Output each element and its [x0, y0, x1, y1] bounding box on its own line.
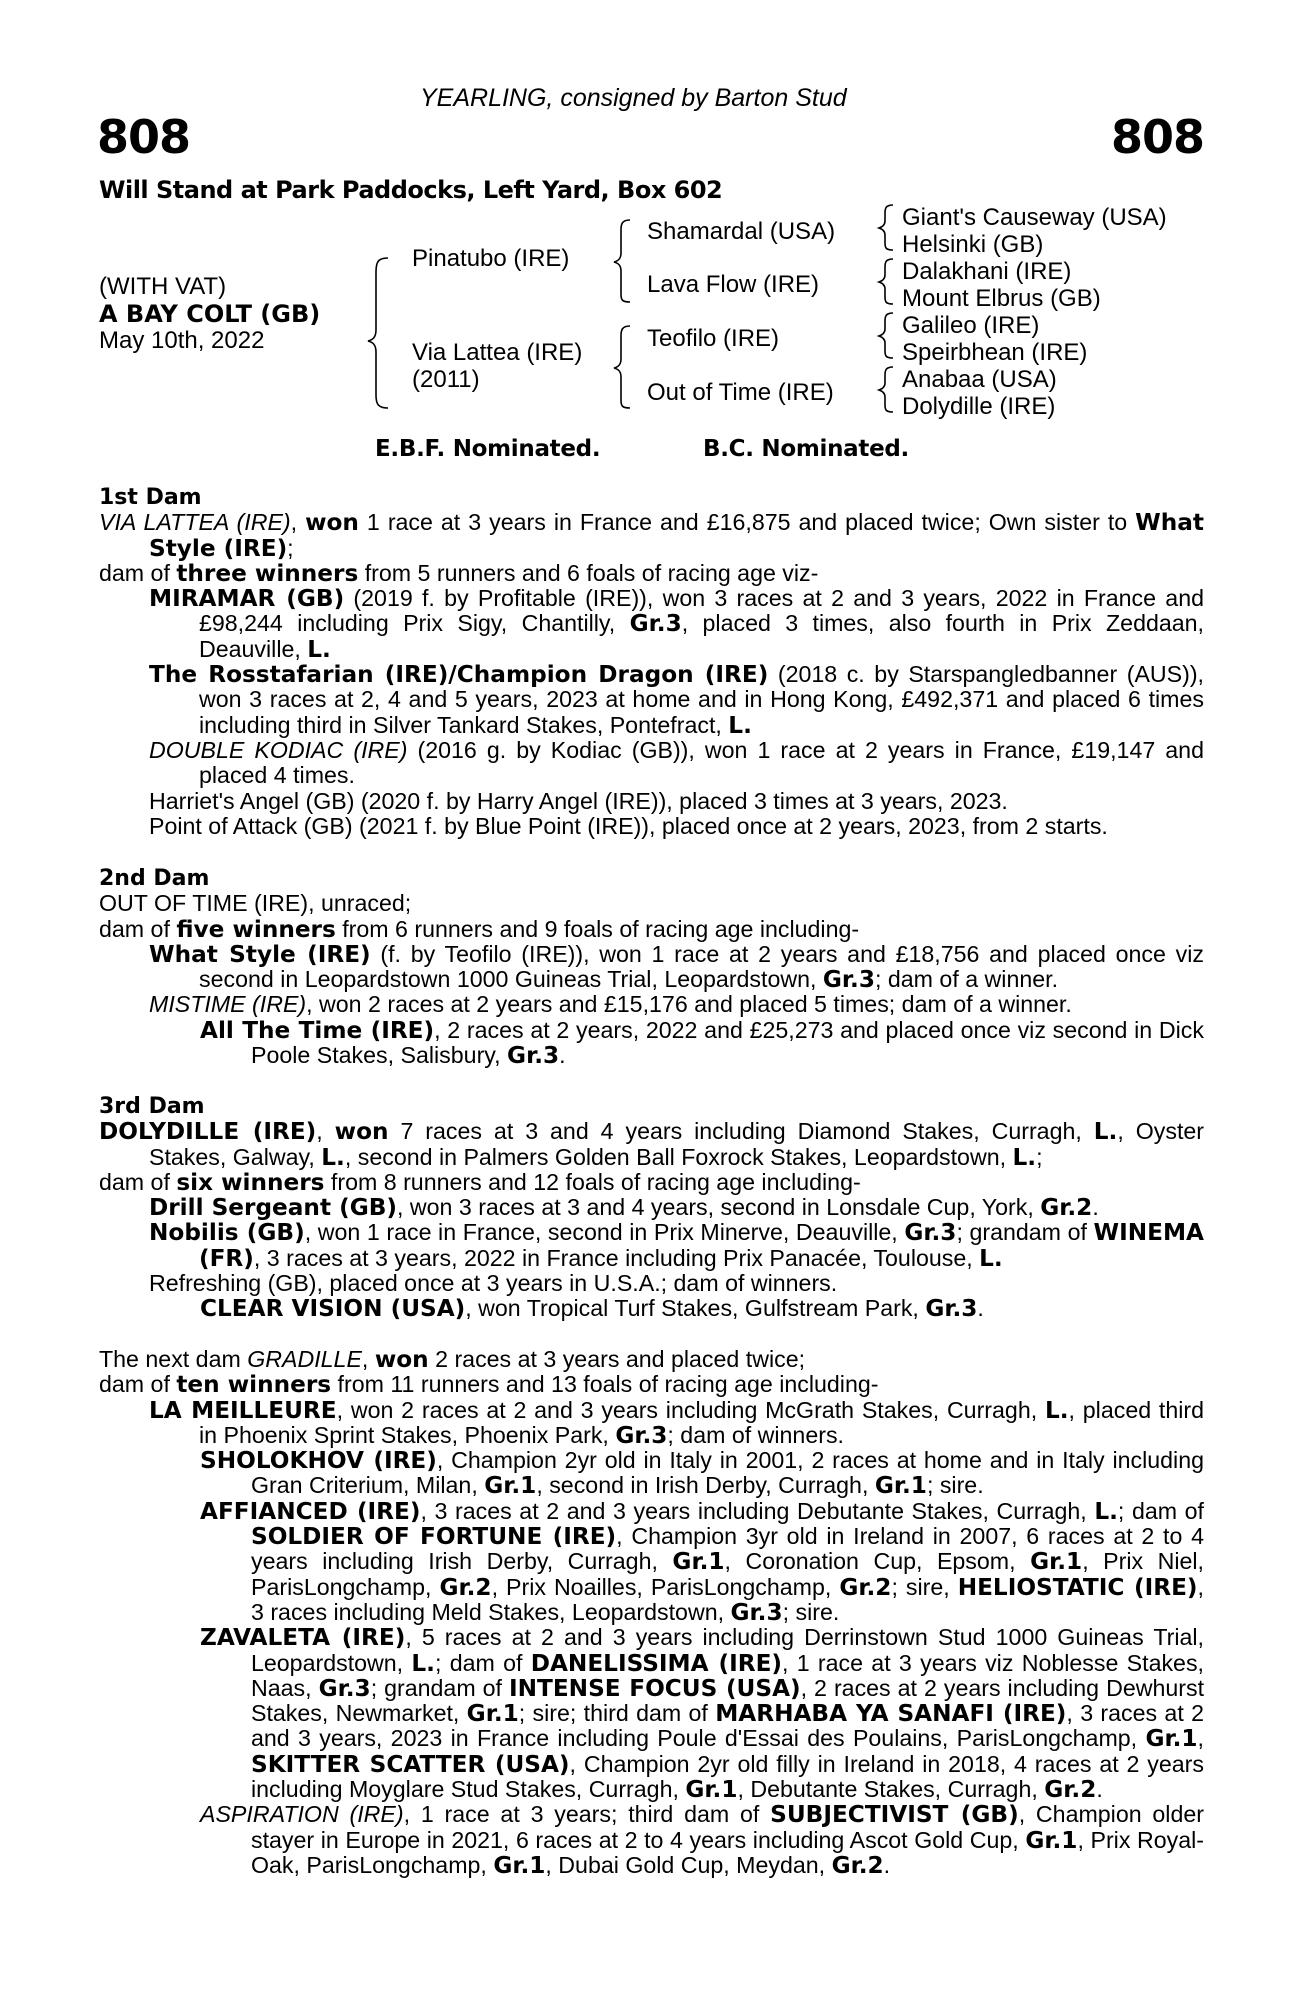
second-dam-heading: 2nd Dam — [99, 866, 210, 891]
third-dam-winners: six winners — [176, 1168, 325, 1196]
offspring-name: ASPIRATION (IRE) — [200, 1801, 404, 1828]
third-dam-heading: 3rd Dam — [99, 1094, 205, 1119]
pedigree-ddd: Dolydille (IRE) — [902, 393, 1056, 420]
offspring-name: DOUBLE KODIAC (IRE) — [149, 736, 408, 763]
list-item: MIRAMAR (GB) (2019 f. by Profitable (IRE)), won 3 races at 2 and 3 years, 2022 in France and £98,244 including Prix Sigy, Chantilly, Gr.3, placed 3 times, also fourth in Prix Zeddaan, Deauville, L. — [149, 585, 1204, 663]
second-dam-section: 2nd Dam OUT OF TIME (IRE), unraced; dam of five winners from 6 runners and 9 foals of racing age including- What Style (IRE) (f. by Teofilo (IRE)), won 1 race at 2 years and £18,756 and placed once viz second in Leopardstown 1000 Guineas Trial, Leopardstown, Gr.3; dam of a winner. MISTIME (IRE), won 2 races at 2 years and £15,176 and placed 5 times; dam of a winner. All The Time (IRE), 2 races at 2 years, 2022 and £25,273 and placed once viz second in Dick Poole Stakes, Salisbury, Gr.3. — [99, 866, 1204, 1070]
fourth-dam-section: The next dam GRADILLE, won 2 races at 3 years and placed twice; dam of ten winners from 11 runners and 13 foals of racing age including- LA MEILLEURE, won 2 races at 2 and 3 years including McGrath Stakes, Curragh, L., placed third in Phoenix Sprint Stakes, Phoenix Park, Gr.3; dam of winners. SHOLOKHOV (IRE), Champion 2yr old in Italy in 2001, 2 races at home and in Italy including Gran Criterium, Milan, Gr.1, second in Irish Derby, Curragh, Gr.1; sire. AFFIANCED (IRE), 3 races at 2 and 3 years including Debutante Stakes, Curragh, L.; dam of SOLDIER OF FORTUNE (IRE), Champion 3yr old in Ireland in 2007, 6 races at 2 to 4 years including Irish Derby, Curragh, Gr.1, Coronation Cup, Epsom, Gr.1, Prix Niel, ParisLongchamp, Gr.2, Prix Noailles, ParisLongchamp, Gr.2; sire, HELIOSTATIC (IRE), 3 races including Meld Stakes, Leopardstown, Gr.3; sire. ZAVALETA (IRE), 5 races at 2 and 3 years including Derrinstown Stud 1000 Guineas Trial, Leopardstown, L.; dam of DANELISSIMA (IRE), 1 race at 3 years viz Noblesse Stakes, Naas, Gr.3; grandam of INTENSE FOCUS (USA), 2 races at 2 years including Dewhurst Stakes, Newmarket, Gr.1; sire; third dam of MARHABA YA SANAFI (IRE), 3 races at 2 and 3 years, 2023 in France including Poule d'Essai des Poulains, ParisLongchamp, Gr.1, SKITTER SCATTER (USA), Champion 2yr old filly in Ireland in 2018, 4 races at 2 years including Moyglare Stud Stakes, Curragh, Gr.1, Debutante Stakes, Curragh, Gr.2. ASPIRATION (IRE), 1 race at 3 years; third dam of SUBJECTIVIST (GB), Champion older stayer in Europe in 2021, 6 races at 2 to 4 years including Ascot Gold Cup, Gr.1, Prix Royal-Oak, ParisLongchamp, Gr.1, Dubai Gold Cup, Meydan, Gr.2. — [99, 1346, 1205, 1879]
list-item: CLEAR VISION (USA), won Tropical Turf Stakes, Gulfstream Park, Gr.3. — [200, 1295, 984, 1323]
list-item: SHOLOKHOV (IRE), Champion 2yr old in Italy in 2001, 2 races at home and in Italy including Gran Criterium, Milan, Gr.1, second in Irish Derby, Curragh, Gr.1; sire. — [200, 1447, 1204, 1500]
offspring-name: Nobilis (GB) — [149, 1219, 305, 1247]
horse-dob: May 10th, 2022 — [99, 327, 265, 354]
sire-brace — [614, 220, 630, 302]
list-item: MISTIME (IRE), won 2 races at 2 years and £15,176 and placed 5 times; dam of a winner. — [149, 991, 1072, 1018]
offspring-name: All The Time (IRE) — [200, 1016, 435, 1044]
offspring-name: LA MEILLEURE — [149, 1396, 337, 1424]
pedigree-sdd: Mount Elbrus (GB) — [902, 285, 1101, 312]
vat-note: (WITH VAT) — [99, 273, 227, 300]
ebf-nomination: E.B.F. Nominated. — [375, 436, 601, 462]
first-dam-winners: three winners — [176, 559, 359, 587]
pedigree-dss: Galileo (IRE) — [902, 312, 1040, 339]
list-item: Drill Sergeant (GB), won 3 races at 3 and 4 years, second in Lonsdale Cup, York, Gr.2. — [149, 1194, 1099, 1222]
stand-location: Will Stand at Park Paddocks, Left Yard, Box 602 — [99, 176, 723, 204]
second-dam-name: OUT OF TIME (IRE), unraced; — [99, 890, 412, 917]
offspring-name: MISTIME (IRE) — [149, 991, 307, 1018]
list-item: The Rosstafarian (IRE)/Champion Dragon (IRE) (2018 c. by Starspangledbanner (AUS)), won 3 races at 2, 4 and 5 years, 2023 at home and in Hong Kong, £492,371 and placed 6 times including third in Silver Tankard Stakes, Pontefract, L. — [149, 661, 1205, 739]
fourth-dam-name: GRADILLE — [247, 1346, 362, 1372]
list-item: ASPIRATION (IRE), 1 race at 3 years; third dam of SUBJECTIVIST (GB), Champion older stayer in Europe in 2021, 6 races at 2 to 4 years including Ascot Gold Cup, Gr.1, Prix Royal-Oak, ParisLongchamp, Gr.1, Dubai Gold Cup, Meydan, Gr.2. — [200, 1801, 1204, 1879]
list-item: LA MEILLEURE, won 2 races at 2 and 3 years including McGrath Stakes, Curragh, L., placed third in Phoenix Sprint Stakes, Phoenix Park, Gr.3; dam of winners. — [149, 1396, 1205, 1449]
list-item: All The Time (IRE), 2 races at 2 years, 2022 and £25,273 and placed once viz second in Dick Poole Stakes, Salisbury, Gr.3. — [200, 1016, 1204, 1070]
list-item: What Style (IRE) (f. by Teofilo (IRE)), won 1 race at 2 years and £18,756 and placed once viz second in Leopardstown 1000 Guineas Trial, Leopardstown, Gr.3; dam of a winner. — [149, 940, 1204, 994]
offspring-name: ZAVALETA (IRE) — [200, 1624, 406, 1652]
lot-number-left: 808 — [97, 110, 191, 164]
list-item: Harriet's Angel (GB) (2020 f. by Harry Angel (IRE)), placed 3 times at 3 years, 2023. — [149, 787, 1008, 814]
second-dam-winners: five winners — [176, 915, 336, 943]
offspring-name: CLEAR VISION (USA) — [200, 1295, 466, 1323]
pedigree-dds: Anabaa (USA) — [902, 366, 1057, 393]
first-dam-sister: What Style (IRE) — [149, 509, 1204, 562]
pedigree-ssd: Helsinki (GB) — [902, 231, 1044, 258]
offspring-name: AFFIANCED (IRE) — [200, 1497, 421, 1525]
dam-brace — [614, 326, 630, 408]
lot-number-right: 808 — [1110, 110, 1204, 164]
list-item: Point of Attack (GB) (2021 f. by Blue Point (IRE)), placed once at 2 years, 2023, from 2 starts. — [149, 812, 1108, 839]
pedigree-sss: Giant's Causeway (USA) — [902, 204, 1167, 231]
third-dam-section: 3rd Dam DOLYDILLE (IRE), won 7 races at 3 and 4 years including Diamond Stakes, Curragh, L., Oyster Stakes, Galway, L., second in Palmers Golden Ball Foxrock Stakes, Leopardstown, L.; dam of six winners from 8 runners and 12 foals of racing age including- Drill Sergeant (GB), won 3 races at 3 and 4 years, second in Lonsdale Cup, York, Gr.2. Nobilis (GB), won 1 race in France, second in Prix Minerve, Deauville, Gr.3; grandam of WINEMA (FR), 3 races at 3 years, 2022 in France including Prix Panacée, Toulouse, L. Refreshing (GB), placed once at 3 years in U.S.A.; dam of winners. CLEAR VISION (USA), won Tropical Turf Stakes, Gulfstream Park, Gr.3. — [99, 1094, 1205, 1323]
main-brace — [368, 258, 388, 408]
pedigree-sds: Dalakhani (IRE) — [902, 258, 1072, 285]
offspring-name: What Style (IRE) — [149, 940, 371, 968]
horse-name: A BAY COLT (GB) — [99, 300, 321, 328]
pedigree-dam: Via Lattea (IRE) — [412, 339, 583, 366]
first-dam-name: VIA LATTEA (IRE) — [99, 509, 291, 536]
won-label: won — [305, 509, 359, 537]
fourth-dam-winners: ten winners — [176, 1371, 332, 1399]
pedigree-dam-dam: Out of Time (IRE) — [647, 379, 834, 406]
pedigree-dam-year: (2011) — [412, 366, 480, 393]
list-item: AFFIANCED (IRE), 3 races at 2 and 3 years including Debutante Stakes, Curragh, L.; dam of SOLDIER OF FORTUNE (IRE), Champion 3yr old in Ireland in 2007, 6 races at 2 to 4 years including Irish Derby, Curragh, Gr.1, Coronation Cup, Epsom, Gr.1, Prix Niel, ParisLongchamp, Gr.2, Prix Noailles, ParisLongchamp, Gr.2; sire, HELIOSTATIC (IRE), 3 races including Meld Stakes, Leopardstown, Gr.3; sire. — [200, 1497, 1204, 1626]
offspring-name: The Rosstafarian (IRE)/Champion Dragon (IRE) — [149, 661, 769, 689]
offspring-name: MIRAMAR (GB) — [149, 585, 345, 613]
pedigree-sire-sire: Shamardal (USA) — [647, 218, 836, 245]
first-dam-heading: 1st Dam — [99, 485, 202, 510]
bc-nomination: B.C. Nominated. — [703, 436, 909, 462]
list-item: Refreshing (GB), placed once at 3 years in U.S.A.; dam of winners. — [149, 1270, 838, 1297]
first-dam-section: 1st Dam VIA LATTEA (IRE), won 1 race at 3 years in France and £16,875 and placed twice; Own sister to What Style (IRE); dam of three winners from 5 runners and 6 foals of racing age viz- MIRAMAR (GB) (2019 f. by Profitable (IRE)), won 3 races at 2 and 3 years, 2022 in France and £98,244 including Prix Sigy, Chantilly, Gr.3, placed 3 times, also fourth in Prix Zeddaan, Deauville, L. The Rosstafarian (IRE)/Champion Dragon (IRE) (2018 c. by Starspangledbanner (AUS)), won 3 races at 2, 4 and 5 years, 2023 at home and in Hong Kong, £492,371 and placed 6 times including third in Silver Tankard Stakes, Pontefract, L. DOUBLE KODIAC (IRE) (2016 g. by Kodiac (GB)), won 1 race at 2 years in France, £19,147 and placed 4 times. Harriet's Angel (GB) (2020 f. by Harry Angel (IRE)), placed 3 times at 3 years, 2023. Point of Attack (GB) (2021 f. by Blue Point (IRE)), placed once at 2 years, 2023, from 2 starts. — [99, 485, 1205, 839]
list-item: ZAVALETA (IRE), 5 races at 2 and 3 years including Derrinstown Stud 1000 Guineas Trial, Leopardstown, L.; dam of DANELISSIMA (IRE), 1 race at 3 years viz Noblesse Stakes, Naas, Gr.3; grandam of INTENSE FOCUS (USA), 2 races at 2 years including Dewhurst Stakes, Newmarket, Gr.1; sire; third dam of MARHABA YA SANAFI (IRE), 3 races at 2 and 3 years, 2023 in France including Poule d'Essai des Poulains, ParisLongchamp, Gr.1, SKITTER SCATTER (USA), Champion 2yr old filly in Ireland in 2018, 4 races at 2 years including Moyglare Stud Stakes, Curragh, Gr.1, Debutante Stakes, Curragh, Gr.2. — [200, 1624, 1205, 1804]
first-dam-produce-a: dam of — [99, 559, 177, 586]
list-item: Nobilis (GB), won 1 race in France, second in Prix Minerve, Deauville, Gr.3; grandam of WINEMA (FR), 3 races at 3 years, 2022 in France including Prix Panacée, Toulouse, L. — [149, 1219, 1204, 1272]
first-dam-produce-b: from 5 runners and 6 foals of racing age viz- — [358, 559, 819, 586]
list-item: DOUBLE KODIAC (IRE) (2016 g. by Kodiac (GB)), won 1 race at 2 years in France, £19,147 and placed 4 times. — [149, 736, 1204, 789]
pedigree-dam-sire: Teofilo (IRE) — [647, 325, 780, 352]
third-dam-name: DOLYDILLE (IRE) — [99, 1118, 317, 1146]
first-dam-record: 1 race at 3 years in France and £16,875 and placed twice; Own sister to — [358, 509, 1128, 536]
consignment-subtitle: YEARLING, consigned by Barton Stud — [420, 84, 847, 112]
pedigree-sire: Pinatubo (IRE) — [412, 245, 570, 272]
pedigree-dsd: Speirbhean (IRE) — [902, 339, 1088, 366]
offspring-name: Drill Sergeant (GB) — [149, 1194, 397, 1222]
offspring-name: SHOLOKHOV (IRE) — [200, 1447, 437, 1475]
pedigree-sire-dam: Lava Flow (IRE) — [647, 271, 820, 298]
